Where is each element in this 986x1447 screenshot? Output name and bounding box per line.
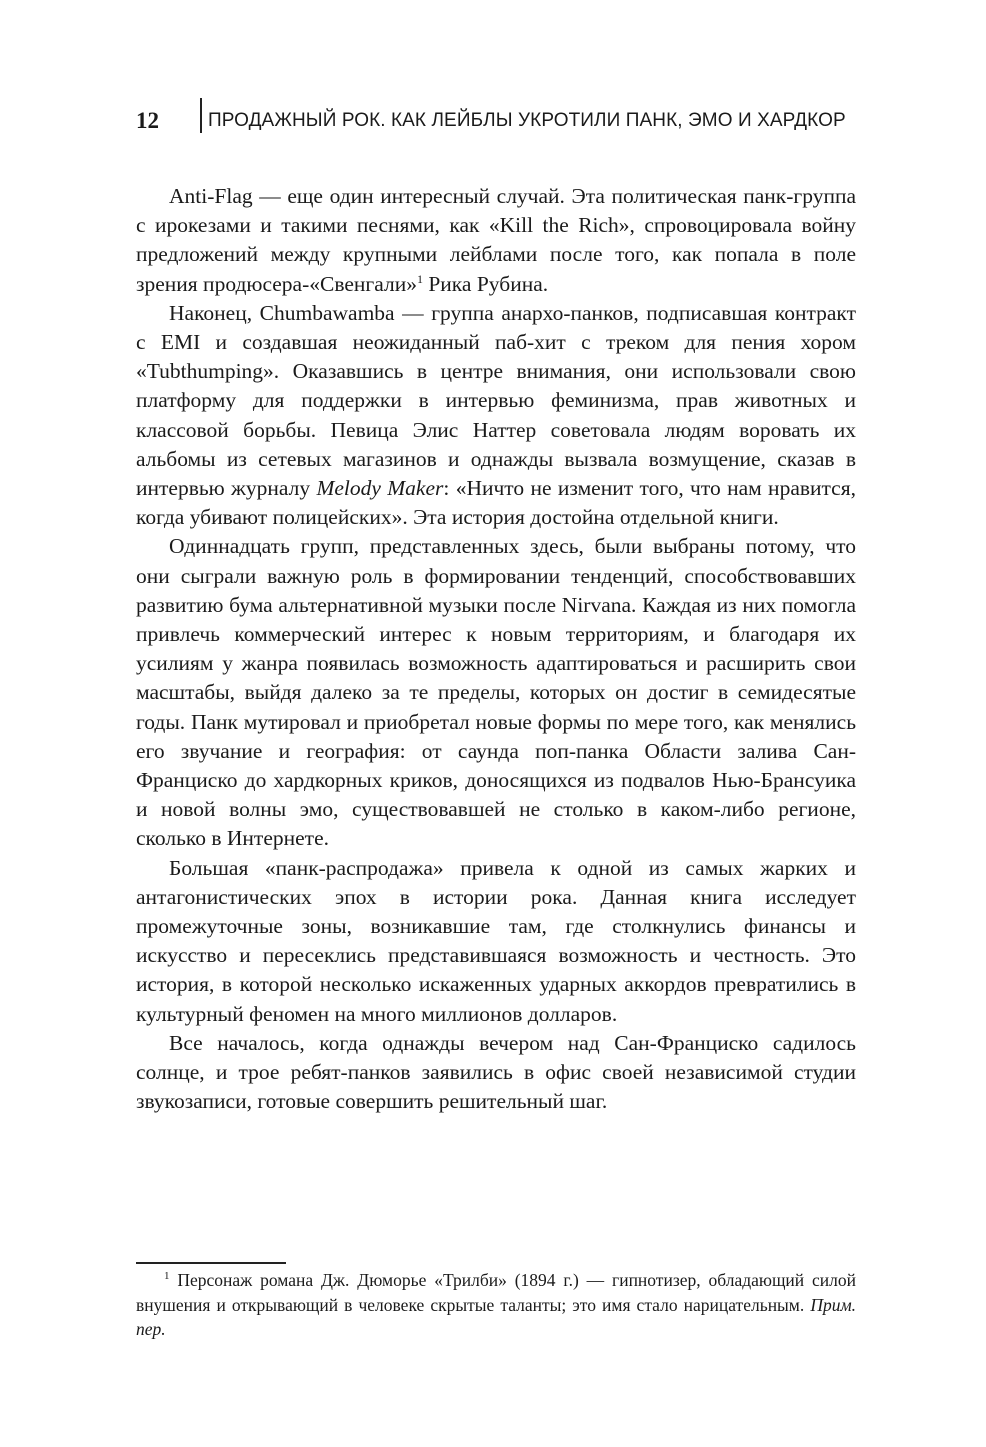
footnote	[136, 1268, 856, 1342]
paragraph-2-text-a: Наконец, Chumbawamba — группа анархо-панков, подписавшая контракт с EMI и создавшая неожиданный паб-хит с треком для пения хором «Tubthumping». Оказавшись в центре внимания, они использовали свою платформу для поддержки в интервью феминизма, прав животных и классовой борьбы. Певица Элис Наттер советовала людям воровать их альбомы из сетевых магазинов и однажды вызвала возмущение, сказав в интервью журналу	[136, 300, 856, 501]
footnote-text: Персонаж романа Дж. Дюморье «Трилби» (1894 г.) — гипнотизер, обладающий силой внушения и открывающий в человеке скрытые таланты; это имя стало нарицательным.	[136, 1270, 856, 1315]
paragraph-5: Все началось, когда однажды вечером над Сан-Франциско садилось солнце, и трое ребят-панков заявились в офис своей независимой студии звукозаписи, готовые совершить решительный шаг.	[136, 1030, 856, 1114]
running-title: ПРОДАЖНЫЙ РОК. КАК ЛЕЙБЛЫ УКРОТИЛИ ПАНК, ЭМО И ХАРДКОР	[208, 110, 846, 131]
translator-note: Прим. пер.	[136, 1294, 856, 1339]
footnote-reference: 1	[416, 271, 423, 286]
footnote-marker: 1	[164, 1270, 170, 1283]
paragraph-2-text-b: : «Ничто не изменит того, что нам нравится, когда убивают полицейских». Эта история достойна отдельной книги.	[136, 476, 856, 530]
paragraph-3: Одиннадцать групп, представленных здесь, были выбраны потому, что они сыграли важную роль в формировании тенденций, способствовавших развитию бума альтернативной музыки после Nirvana. Каждая из них помогла привлечь коммерческий интерес к новым территориям, и благодаря их усилиям у жанра появилась возможность адаптироваться и расширить свои масштабы, выйдя далеко за те пределы, которых он достиг в семидесятые годы. Панк мутировал и приобретал новые формы по мере того, как менялись его звучание и география: от саунда поп-панка Области залива Сан-Франциско до хардкорных криков, доносящихся из подвалов Нью-Брансуика и новой волны эмо, существовавшей не столько в каком-либо регионе, сколько в Интернете.	[136, 534, 856, 851]
magazine-title: Melody Maker	[316, 476, 444, 501]
header-divider	[200, 98, 202, 133]
running-head	[136, 98, 876, 138]
paragraph-1-tail: Рика Рубина.	[422, 271, 549, 296]
page-number: 12	[136, 108, 159, 133]
paragraph-1-text: Anti-Flag — еще один интересный случай. Эта политическая панк-группа с ирокезами и такими песнями, как «Kill the Rich», спровоцировала войну предложений между крупными лейблами после того, как попала в поле зрения продюсера-«Свенгали»	[136, 184, 856, 296]
footnote-divider	[136, 1262, 286, 1264]
main-text	[136, 182, 856, 1117]
paragraph-4: Большая «панк-распродажа» привела к одной из самых жарких и антагонистических эпох в истории рока. Данная книга исследует промежуточные зоны, возникавшие там, где столкнулись финансы и искусство и пересеклись представившаяся возможность и честность. Это история, в которой несколько искаженных ударных аккордов превратились в культурный феномен на много миллионов долларов.	[136, 855, 856, 1026]
paragraph-1	[136, 182, 856, 299]
paragraph-2	[136, 299, 856, 533]
